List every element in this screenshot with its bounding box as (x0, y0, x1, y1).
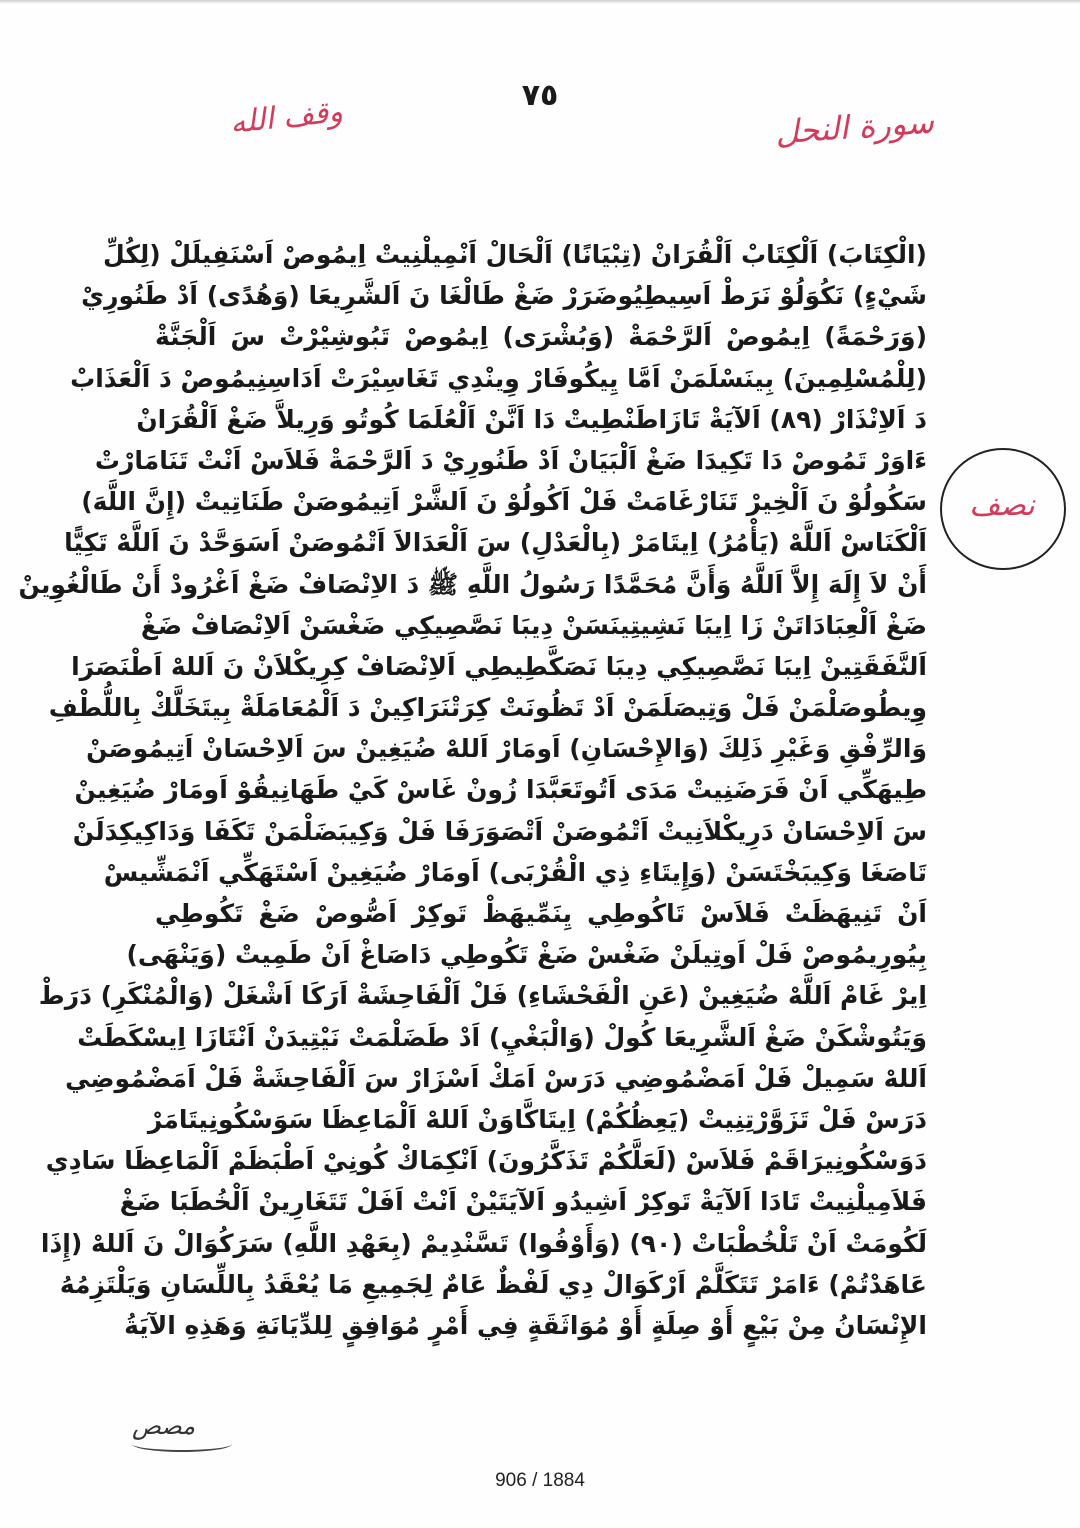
surah-annotation: سورة النحل (773, 102, 936, 152)
text-line: تَاصَغَا وَكِيبَخْتَسَنْ (وَإِيتَاءِ ذِي الْقُرْبَى) اَومَارْ ضُيَغِينْ اَسْتَهَكِّي اَنْمَشِّيسْ (103, 857, 927, 887)
text-line: دَوَسْكُونِيرَاقَمْ فَلاَسْ (لَعَلَّكُمْ تَذَكَّرُونَ) اَنْكِمَاكْ كُونِيْ اَطْبَظَمْ اَلْمَاعِظَا سَادِي (45, 1146, 927, 1176)
text-line: الإِنْسَانُ مِنْ بَيْعٍ أَوْ صِلَةٍ أَوْ مُوَاثَقَةٍ فِي أَمْرٍ مُوَافِقٍ لِلدِّيَانَةِ وَهَذِهِ الآيَةُ (124, 1310, 927, 1340)
endowment-annotation: وقف الله (228, 94, 345, 141)
text-line: (الْكِتَابَ) اَلْكِتَابْ اَلْقُرَانْ (تِبْيَانًا) اَلْحَالْ اَنْمِيلْنِيتْ اِيمُوصْ اَسْنَفِيلَلْ (لِكُلِّ (103, 240, 927, 269)
text-line: طِيهَكِّي اَنْ فَرَضَنِيتْ مَدَى اَتُوتَعَبَّدَا زُونْ غَاسْ كَيْ طَهَانِيقُوْ اَومَارْ ضُيَغِينْ (74, 775, 927, 805)
text-line: اَلْكَنَاسْ اَللَّهْ (يَأْمُرُ) اِيتَامَرْ (بِالْعَدْلِ) سَ اَلْعَدَالاَ اَتْمُوصَنْ اَسَوَحَّدْ نَ اَللَّهْ تَكِيًّا (64, 528, 927, 558)
page-counter: 906 / 1884 (495, 1470, 585, 1491)
text-line: سَكُولُوْ نَ اَلْخِيرْ تَنَارْغَامَتْ فَلْ اَكُولُوْ نَ اَلشَّرْ اَتِيمُوصَنْ طَنَاتِيتْ (إِنَّ اللَّهَ) (81, 487, 927, 517)
text-line: أَنْ لاَ إِلَهَ إِلاَّ اَللَّهُ وَأَنَّ مُحَمَّدًا رَسُولُ اللَّهِ ﷺ دَ الاِنْصَافْ ضَغْ اَغْرُودْ أَنْ طَالْغُوِينْ (18, 569, 927, 599)
text-line: وِيطُوصَلْمَنْ فَلْ وَتِيصَلَمَنْ اَدْ تَظُونَتْ كِرَتْنَرَاكِينْ دَ اَلْمُعَامَلَةْ بِيتَخَلَّكْ بِاللُّطْفِ (48, 693, 927, 723)
margin-bottom-note: مصص (132, 1412, 196, 1440)
text-line: (وَرَحْمَةً) اِيمُوصْ اَلرَّحْمَةْ (وَبُشْرَى) اِيمُوصْ تَبُوشِيْرْتْ سَ اَلْجَنَّةْ (155, 322, 927, 352)
text-line: لَكُومَتْ اَنْ تَلْخُطْبَاتْ (٩٠) (وَأَوْفُوا) تَسَّنْدِيمْ (بِعَهْدِ اللَّهِ) سَرَكُوَالْ نَ اَللهْ (إِذَا (40, 1228, 927, 1258)
text-line: اِيرْ غَامْ اَللَّهْ ضُيَغِينْ (عَنِ الْفَحْشَاءِ) فَلْ اَلْفَاحِشَةْ اَرَكَا اَشْغَلْ (وَالْمُنْكَرِ) دَرَطْ (38, 981, 927, 1011)
page-number: ٧٥ (521, 78, 559, 113)
text-line: (لِلْمُسْلِمِينَ) بِينَسْلَمَنْ اَمَّا يِيكُوفَارْ وِينْدِي تَغَاسِيْرَتْ اَدَاسِنِيمُوصْ دَ اَلْعَذَابْ (70, 363, 927, 393)
margin-circle-note: نصف (969, 488, 1035, 523)
text-line: دَرَسْ فَلْ تَزَوَّرْتِنِيتْ (يَعِظُكُمْ) اِيتَاكَّاوَنْ اَللهْ اَلْمَاعِظَا سَوَسْكُونِيتَامَرْ (147, 1104, 927, 1134)
text-line: دَ اَلاِنْذَارْ (٨٩) اَلآيَةْ تَازَاطَنْطِيتْ دَا اَنَّنْ اَلْعُلَمَا كُوتُو وَرِيلاَّ ضَغْ اَلْقُرَانْ (136, 404, 927, 434)
text-line: فَلاَمِيلْنِيتْ تَادَا اَلآيَةْ تَوكِرْ اَشِيدُو اَلآيَتَيْنْ اَنْتْ اَفَلْ تَتَغَارِينْ اَلْخُطَبَا ضَغْ (119, 1187, 927, 1217)
body-text (18, 234, 927, 1346)
text-line: سَ اَلاِحْسَانْ دَرِيكْلاَنِيتْ اَتْمُوصَنْ اَتْصَوَرَفَا فَلْ وَكِيبَضَلْمَنْ تَكَفَا وَدَاكِيكِدَلَنْ (72, 816, 927, 846)
text-line: وَالرِّفْقِ وَغَيْرِ ذَلِكَ (وَالإِحْسَانِ) اَومَارْ اَللهْ ضُيَغِينْ سَ اَلاِحْسَانْ اَتِيمُوصَنْ (86, 734, 927, 764)
text-line: اَللهْ سَمِيلْ فَلْ اَمَضْمُوضِي دَرَسْ اَمَكْ اَسْزَارْ سَ اَلْفَاحِشَةْ فَلْ اَمَضْمُوضِي (65, 1063, 927, 1093)
text-line: بِيُورِيمُوصْ فَلْ اَوتِيلَنْ ضَغْسْ ضَغْ تَكُوطِي دَاصَاغْ اَنْ طَمِيتْ (وَيَنْهَى) (126, 940, 927, 970)
page-top-edge (0, 0, 1080, 4)
text-line: ءَاوَرْ تَمُوصْ دَا تَكِيدَا ضَغْ اَلْبَيَانْ اَدْ طَنُورِيْ دَ اَلرَّحْمَةْ فَلاَسْ اَنْتْ تَنَامَارْتْ (94, 445, 927, 475)
text-line: اَلنَّفَقَتِينْ اِيبَا نَصَّصِيكِي دِيبَا نَصَكَّطِيطِي اَلاِنْصَافْ كِرِيكْلاَنْ نَ اَللهْ اَطْنَصَرَا (71, 651, 927, 681)
margin-bottom-stroke (132, 1436, 232, 1452)
text-line: شَيْءٍ) نَكُوَلُوْ نَرَطْ اَسِيطِيُوضَرَرْ ضَغْ طَالْغَا نَ اَلشَّرِيعَا (وَهُدًى) اَدْ طَنُورِيْ (81, 281, 927, 311)
text-line: وَيَتُوشْكَنْ ضَغْ اَلشَّرِيعَا كُولْ (وَالْبَغْيِ) اَدْ طَضَلْمَتْ نَيْتِيدَنْ اَنْتَازَا اِيسْكَطَتْ (77, 1022, 927, 1052)
text-line: عَاهَدْتُمْ) ءَامَرْ تَتَكَلَّمْ اَرْكَوَالْ دِي لَفْظٌ عَامٌ لِجَمِيعِ مَا يُعْقَدُ بِاللِّسَانِ وَيَلْتَزِمُهُ (59, 1269, 927, 1299)
text-line: اَنْ تَنِيهَظَتْ فَلاَسْ تَاكُوطِي يِنَمِّيهَظْ تَوكِرْ اَصُّوصْ ضَغْ تَكُوطِي (155, 899, 927, 928)
text-line: ضَغْ اَلْعِبَادَاتَنْ زَا اِيبَا نَشِيتِينَسَنْ دِيبَا نَصَّصِيكِي ضَغْسَنْ اَلاِنْصَافْ ضَغْ (140, 610, 927, 640)
